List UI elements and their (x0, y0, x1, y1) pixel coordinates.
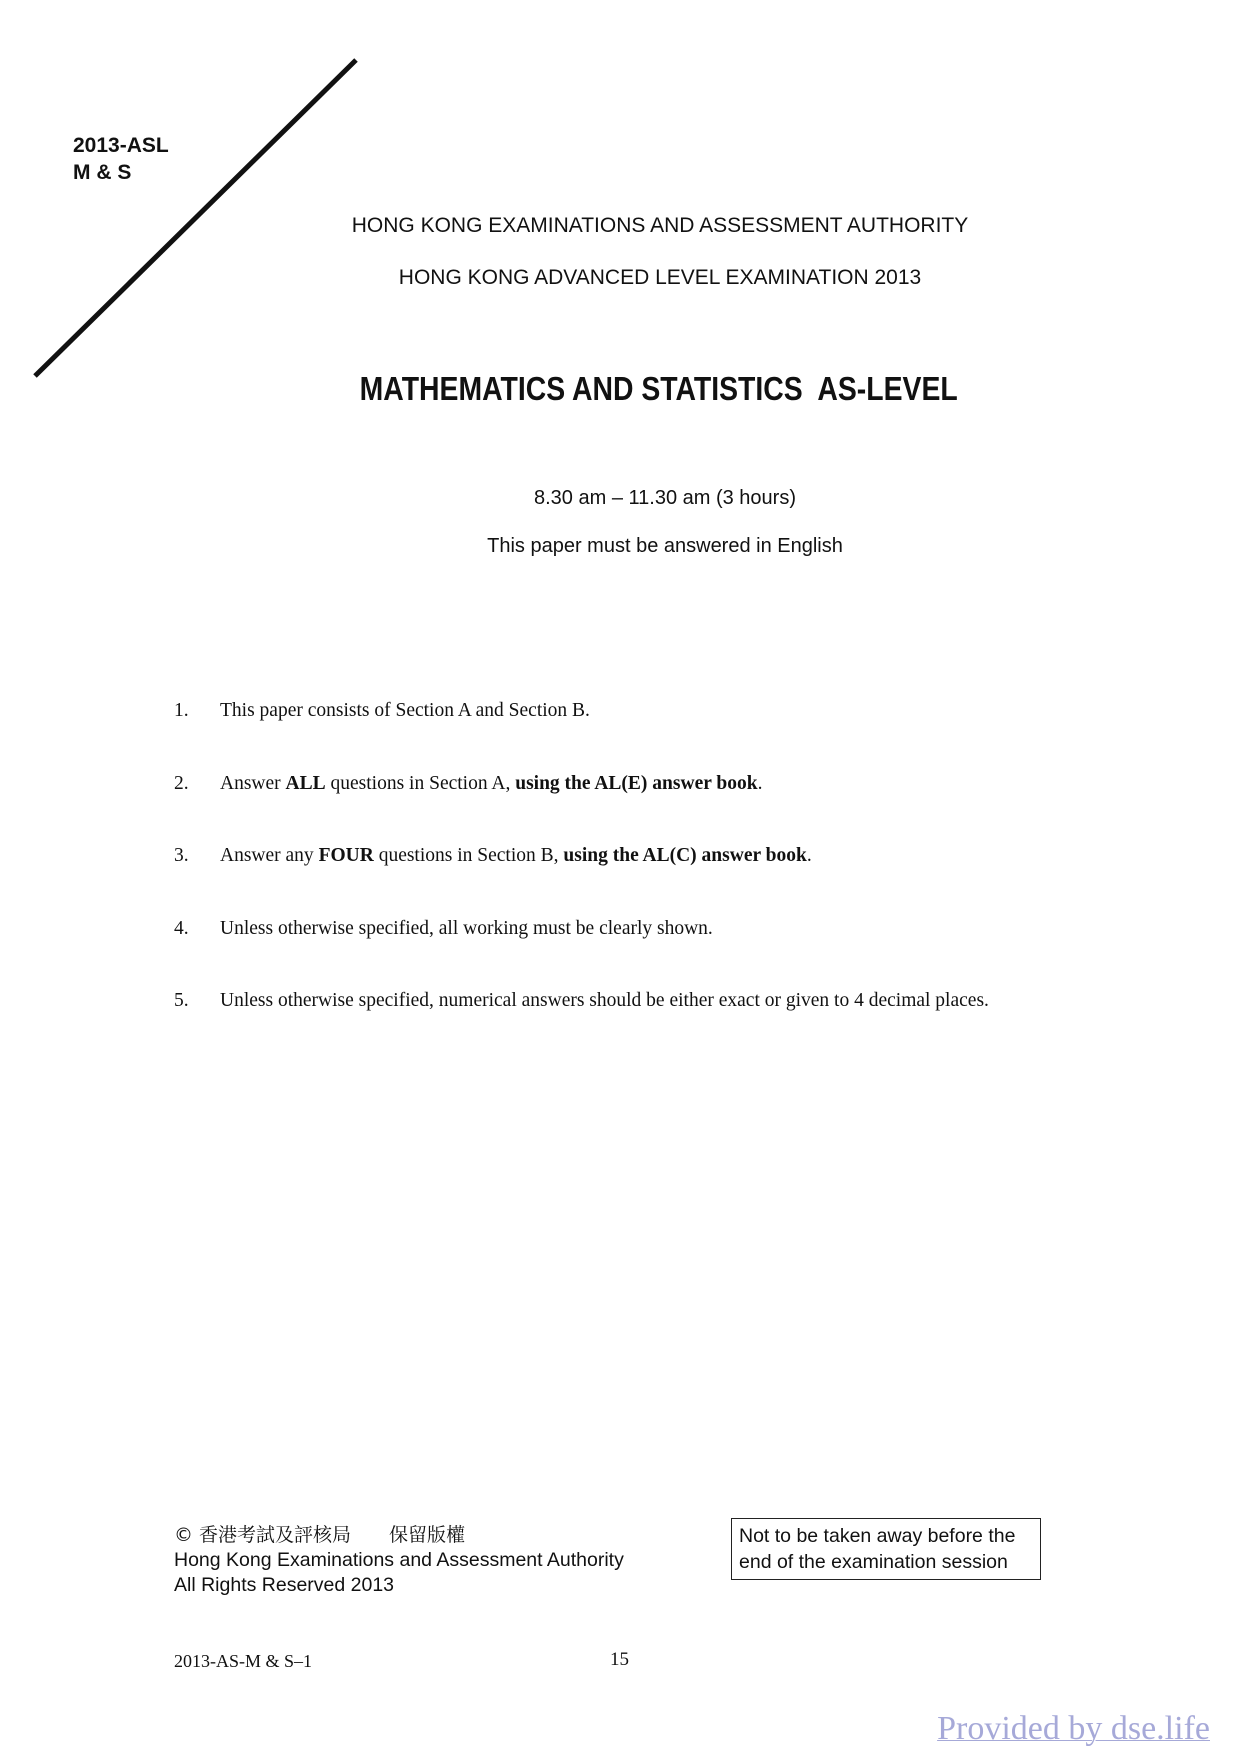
exam-heading: HONG KONG ADVANCED LEVEL EXAMINATION 2013 (398, 266, 922, 289)
copyright-authority: Hong Kong Examinations and Assessment Authority (174, 1549, 624, 1571)
instruction-number: 4. (174, 917, 189, 939)
instruction-number: 5. (174, 990, 189, 1011)
instruction-item (174, 990, 989, 1063)
language-requirement: This paper must be answered in English (487, 535, 843, 557)
instruction-number: 3. (174, 845, 189, 866)
authority-heading: HONG KONG EXAMINATIONS AND ASSESSMENT AUTHORITY (351, 214, 969, 237)
instruction-text (220, 700, 590, 721)
instruction-text (220, 918, 713, 939)
instruction-fragment: . (757, 772, 763, 794)
instruction-emphasis: using the AL(C) answer book (563, 845, 807, 866)
page-number: 15 (610, 1649, 629, 1670)
instruction-fragment: questions in Section B, (373, 845, 564, 866)
copyright-chinese: © 香港考試及評核局 保留版權 (174, 1524, 466, 1546)
copyright-year: All Rights Reserved 2013 (174, 1574, 395, 1596)
exam-time: 8.30 am – 11.30 am (3 hours) (534, 487, 796, 509)
paper-code-line1: 2013-ASL (73, 134, 169, 157)
copyright-block (174, 1523, 624, 1598)
instruction-fragment: . (806, 845, 812, 866)
instruction-text (220, 990, 989, 1011)
instruction-fragment: Unless otherwise specified, all working must be clearly shown. (220, 917, 713, 939)
instruction-fragment: questions in Section A, (325, 772, 516, 794)
instruction-fragment: Answer (220, 772, 286, 794)
instruction-fragment: Unless otherwise specified, numerical answers should be either exact or given to 4 decimal places. (220, 990, 989, 1011)
instruction-text (220, 773, 762, 794)
instruction-item (174, 918, 989, 991)
instruction-number: 1. (174, 700, 189, 721)
instruction-item (174, 845, 989, 918)
instruction-fragment: This paper consists of Section A and Section B. (220, 700, 590, 721)
instruction-item (174, 700, 989, 773)
watermark-link[interactable]: Provided by dse.life (937, 1710, 1210, 1747)
notice-line2: end of the examination session (739, 1551, 1008, 1573)
instruction-number: 2. (174, 772, 189, 794)
instruction-fragment: Answer any (220, 845, 319, 866)
instruction-emphasis: using the AL(E) answer book (515, 772, 758, 794)
instruction-emphasis: ALL (285, 772, 326, 794)
paper-title: MATHEMATICS AND STATISTICS AS-LEVEL (359, 370, 958, 407)
paper-code-line2: M & S (73, 161, 132, 184)
instruction-item (174, 773, 989, 846)
instruction-emphasis: FOUR (318, 845, 374, 866)
notice-line1: Not to be taken away before the (739, 1525, 1016, 1547)
instruction-text (220, 845, 812, 866)
paper-code (73, 132, 169, 186)
notice-box (731, 1518, 1041, 1580)
footer-paper-code: 2013-AS-M & S–1 (174, 1651, 313, 1671)
instructions-list (174, 700, 989, 1063)
